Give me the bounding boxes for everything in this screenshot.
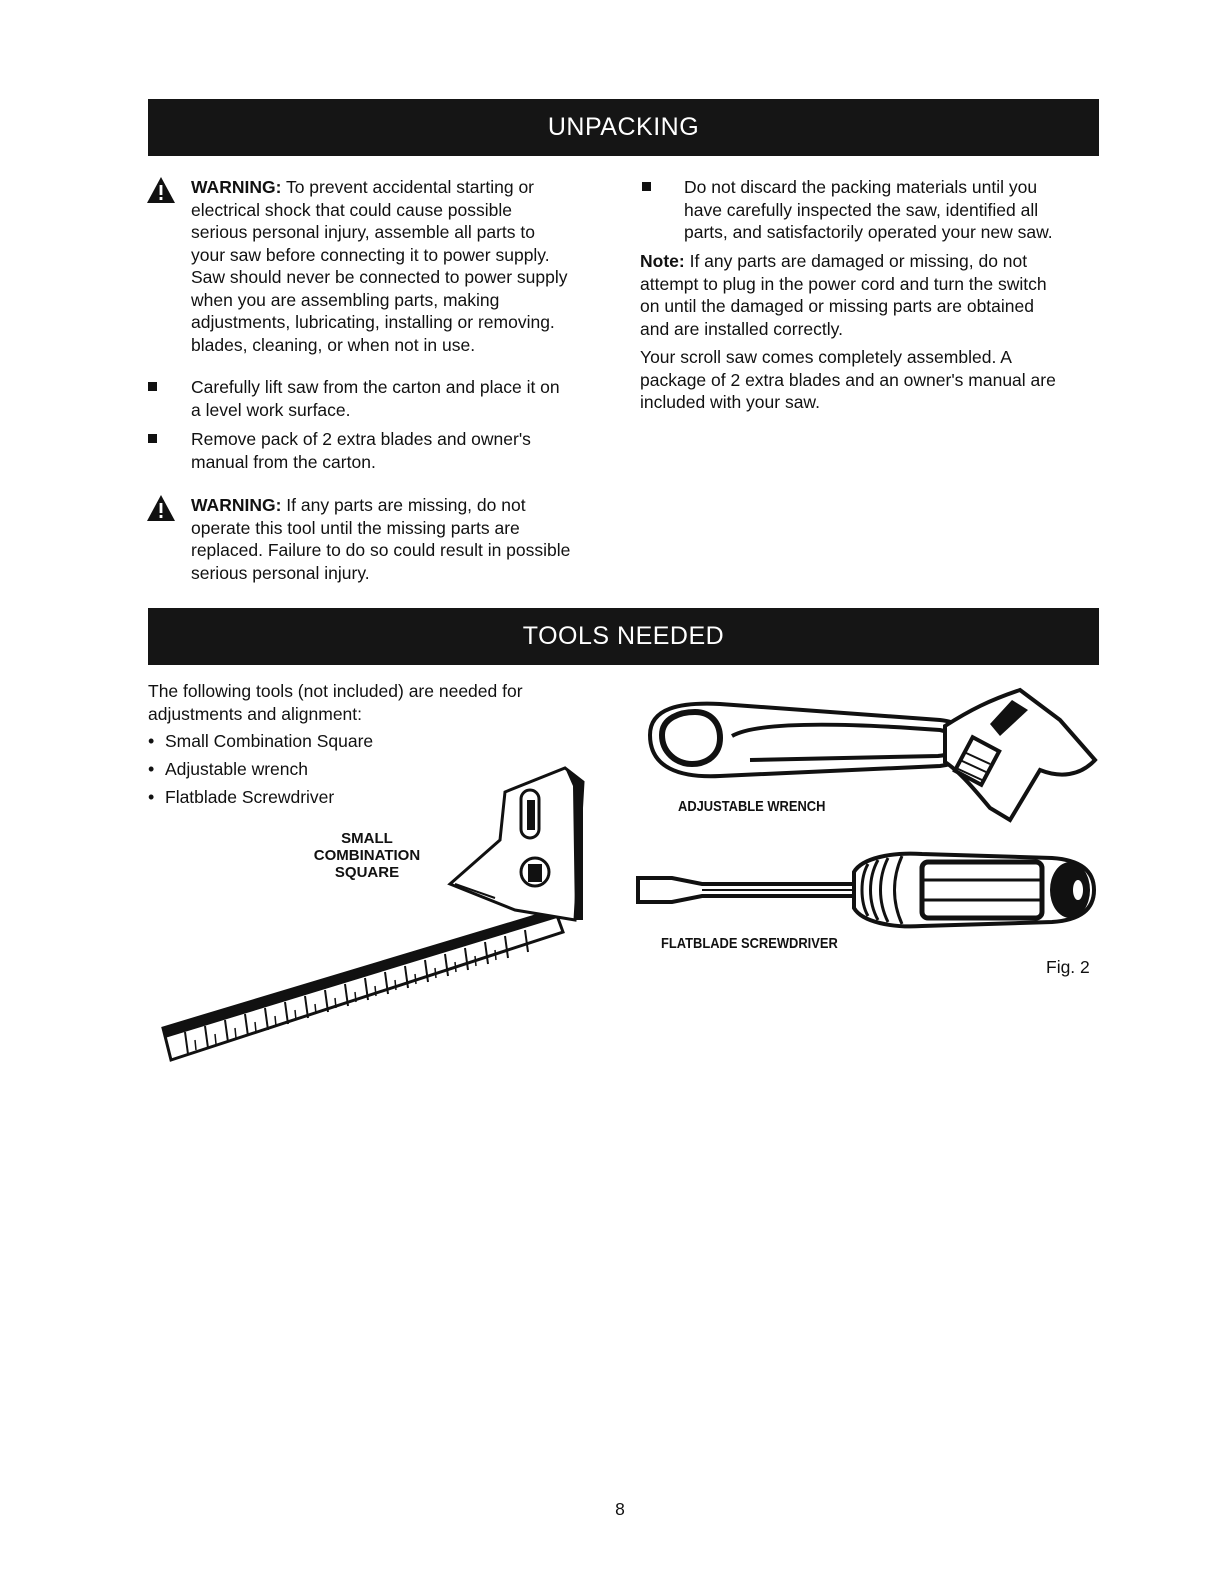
warning-1-line: To prevent accidental starting or bbox=[285, 177, 535, 197]
square-label-line: SMALL bbox=[341, 830, 393, 847]
square-label-line: SQUARE bbox=[334, 864, 400, 881]
warning-1-line: Saw should never be connected to power supply bbox=[191, 267, 568, 287]
warning-1-line: when you are assembling parts, making bbox=[191, 289, 500, 310]
bullet-line: Carefully lift saw from the carton and place it on bbox=[191, 377, 560, 397]
tool-item: Small Combination Square bbox=[165, 731, 374, 751]
figure-label: Fig. 2 bbox=[1046, 957, 1090, 977]
page-number: 8 bbox=[615, 1499, 625, 1519]
square-label-line: COMBINATION bbox=[313, 847, 421, 864]
warning-2-line: serious personal injury. bbox=[191, 562, 370, 583]
dot-bullet: • bbox=[148, 731, 155, 751]
warning-2 bbox=[191, 494, 611, 584]
paragraph-line: package of 2 extra blades and an owner's manual are bbox=[640, 369, 1056, 390]
assembled-paragraph bbox=[640, 346, 1100, 414]
warning-triangle-icon bbox=[146, 176, 176, 204]
tools-intro-line: The following tools (not included) are needed for bbox=[148, 681, 523, 701]
warning-triangle-icon bbox=[146, 494, 176, 522]
tools-intro bbox=[148, 680, 588, 725]
bullet-item-do-not-discard bbox=[684, 176, 1104, 244]
warning-2-line: replaced. Failure to do so could result in possible bbox=[191, 540, 571, 560]
bullet-line: Remove pack of 2 extra blades and owner's bbox=[191, 429, 531, 449]
warning-2-lead: WARNING: bbox=[191, 495, 282, 515]
square-label bbox=[297, 830, 437, 881]
note-paragraph bbox=[640, 250, 1100, 340]
paragraph-line: Your scroll saw comes completely assembled. A bbox=[640, 347, 1012, 367]
unpacking-title: UNPACKING bbox=[547, 113, 700, 141]
combination-square-icon bbox=[155, 760, 595, 1070]
square-bullet bbox=[642, 182, 651, 191]
tool-item: Flatblade Screwdriver bbox=[165, 787, 335, 807]
warning-1-line: adjustments, lubricating, installing or removing. bbox=[191, 312, 555, 332]
note-line: attempt to plug in the power cord and turn the switch bbox=[640, 273, 1047, 294]
square-bullet bbox=[148, 382, 157, 391]
bullet-line: have carefully inspected the saw, identified all bbox=[684, 199, 1039, 220]
warning-1 bbox=[191, 176, 611, 356]
bullet-line: Do not discard the packing materials until you bbox=[684, 177, 1038, 197]
paragraph-line: included with your saw. bbox=[640, 392, 820, 412]
dot-bullet: • bbox=[148, 787, 155, 807]
wrench-label: ADJUSTABLE WRENCH bbox=[678, 798, 826, 815]
bullet-line: a level work surface. bbox=[191, 399, 351, 420]
bullet-line: manual from the carton. bbox=[191, 451, 376, 472]
note-line: on until the damaged or missing parts are obtained bbox=[640, 296, 1034, 316]
warning-1-line: electrical shock that could cause possible bbox=[191, 199, 513, 220]
unpacking-section-header bbox=[148, 99, 1099, 156]
warning-1-lead: WARNING: bbox=[191, 177, 282, 197]
flatblade-screwdriver-icon bbox=[632, 850, 1102, 930]
note-line: and are installed correctly. bbox=[640, 318, 843, 339]
tools-intro-line: adjustments and alignment: bbox=[148, 703, 363, 724]
square-bullet bbox=[148, 434, 157, 443]
bullet-line: parts, and satisfactorily operated your new saw. bbox=[684, 222, 1053, 242]
screwdriver-label: FLATBLADE SCREWDRIVER bbox=[661, 935, 838, 952]
warning-2-line: If any parts are missing, do not bbox=[286, 495, 526, 515]
warning-1-line: your saw before connecting it to power supply. bbox=[191, 244, 550, 265]
note-line: If any parts are damaged or missing, do not bbox=[689, 251, 1028, 271]
tools-needed-title: TOOLS NEEDED bbox=[522, 622, 725, 650]
warning-2-line: operate this tool until the missing parts are bbox=[191, 517, 520, 538]
dot-bullet: • bbox=[148, 759, 155, 779]
warning-1-line: serious personal injury, assemble all parts to bbox=[191, 222, 536, 242]
warning-1-line: blades, cleaning, or when not in use. bbox=[191, 334, 476, 355]
tool-item: Adjustable wrench bbox=[165, 759, 308, 779]
bullet-item-remove-pack bbox=[191, 428, 611, 473]
bullet-item-lift-saw bbox=[191, 376, 611, 421]
note-lead: Note: bbox=[640, 251, 685, 271]
tools-needed-section-header bbox=[148, 608, 1099, 665]
